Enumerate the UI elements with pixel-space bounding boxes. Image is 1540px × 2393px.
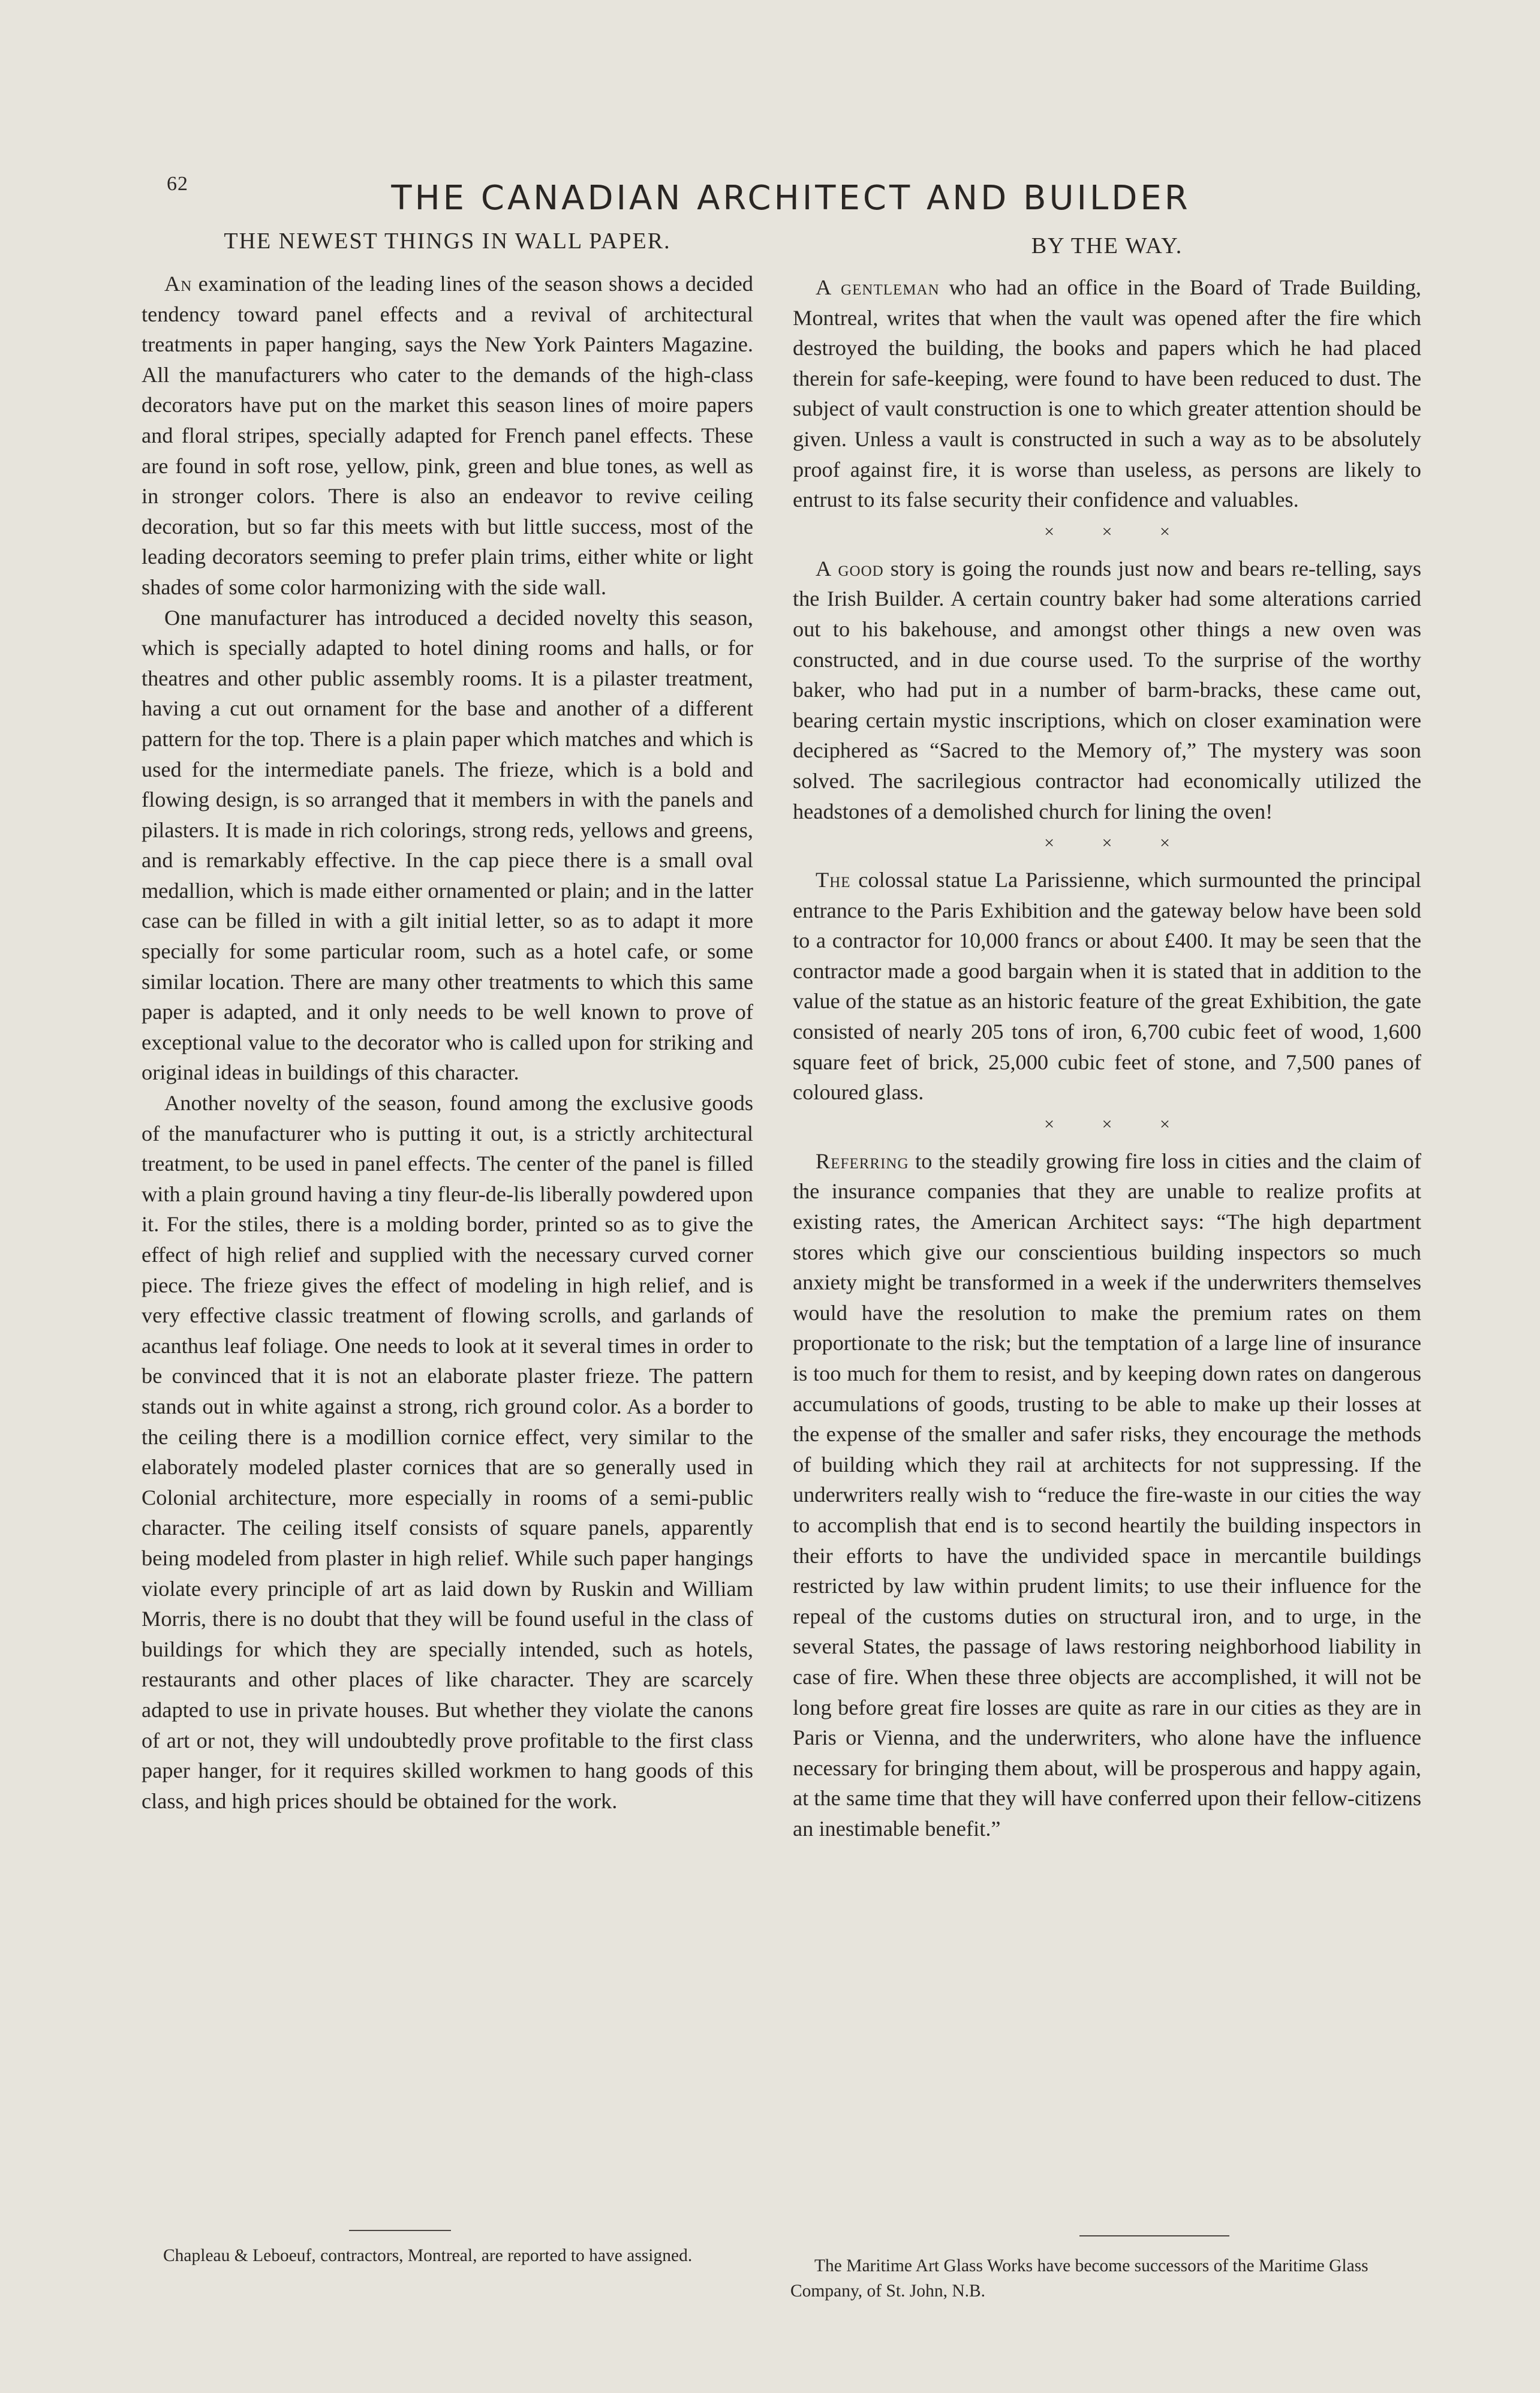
footnote-divider-left (349, 2230, 451, 2231)
footnote-right (790, 2253, 1420, 2304)
paragraph-text: Another novelty of the season, found among the exclusive goods of the manufacturer who is putting it out, is a strictly architectural treatment, to be used in panel effects. The center of the panel is filled with a plain ground having a tiny fleur-de-lis liberally powdered upon it. For the stiles, there is a molding border, printed so as to give the effect of high relief and supplied with the necessary curved corner piece. The frieze gives the effect of modeling in high relief, and is very effective classic treatment of flowing scrolls, and garlands of acanthus leaf foliage. One needs to look at it several times in order to be convinced that it is not an elaborate plaster frieze. The pattern stands out in white against a strong, rich ground color. As a border to the ceiling there is a modillion cornice effect, very similar to the elaborately modeled plaster cornices that are so generally used in Colonial architecture, more especially in rooms of a semi-public character. The ceiling itself consists of square panels, apparently being modeled from plaster in high relief. While such paper hangings violate every principle of art as laid down by Ruskin and William Morris, there is no doubt that they will be found useful in the class of buildings for which they are specially intended, such as hotels, restaurants and other places of like character. They are scarcely adapted to use in private houses. But whether they violate the canons of art or not, they will undoubtedly prove profitable to the first class paper hanger, for it requires skilled workmen to hang goods of this class, and high prices should be obtained for the work. (142, 1091, 753, 1813)
section-separator: × × × (1044, 1114, 1192, 1134)
paragraph-text: examination of the leading lines of the season shows a decided tendency toward panel effects and a revival of architectural treatments in paper hanging, says the New York Painters Magazine. All the manufacturers who cater to the demands of the high-class decorators have put on the market this season lines of moire papers and floral stripes, specially adapted for French panel effects. These are found in soft rose, yellow, pink, green and blue tones, as well as in stronger colors. There is also an endeavor to revive ceiling decoration, but so far this meets with but little success, most of the leading decorators seeming to prefer plain trims, either white or light shades of some color harmonizing with the side wall. (142, 272, 753, 599)
section-separator: × × × (1044, 833, 1192, 853)
footnote-divider-right (1079, 2235, 1229, 2236)
article-paragraph (142, 603, 753, 1089)
article-headline-wall-paper: THE NEWEST THINGS IN WALL PAPER. (224, 229, 671, 254)
paragraph-lead: A good (816, 556, 884, 581)
footnote-left (139, 2243, 763, 2268)
section-separator: × × × (1044, 521, 1192, 542)
publication-title: THE CANADIAN ARCHITECT AND BUILDER (391, 179, 1191, 218)
news-item (793, 865, 1421, 1108)
footnote-text: The Maritime Art Glass Works have become successors of the Maritime Glass Company, of St. John, N.B. (790, 2256, 1368, 2301)
paragraph-lead: The (816, 868, 851, 892)
left-column (142, 227, 753, 1816)
news-item (793, 554, 1421, 826)
article-paragraph (142, 1088, 753, 1816)
paragraph-lead: Referring (816, 1149, 909, 1173)
paragraph-text: story is going the rounds just now and bears re-telling, says the Irish Builder. A certain country baker had some alterations carried out to his bakehouse, and amongst other things a new oven was constructed, and in due course used. To the surprise of the worthy baker, who had put in a number of barm-bracks, these came out, bearing certain mystic inscriptions, which on closer examination were deciphered as “Sacred to the Memory of,” The mystery was soon solved. The sacrilegious contractor had economically utilized the headstones of a demolished church for lining the oven! (793, 556, 1421, 823)
news-item (793, 272, 1421, 515)
article-paragraph (142, 269, 753, 603)
footnote-text: Chapleau & Leboeuf, contractors, Montreal, are reported to have assigned. (163, 2246, 693, 2265)
news-item (793, 1146, 1421, 1844)
page-number: 62 (167, 173, 188, 195)
paragraph-text: to the steadily growing fire loss in cities and the claim of the insurance companies that they are unable to realize profits at existing rates, the American Architect says: “The high department stores which give our conscientious building inspectors so much anxiety might be transformed in a week if the underwriters themselves would have the resolution to make the premium rates on them proportionate to the risk; but the temptation of a large line of insurance is too much for them to resist, and by keeping down rates on dangerous accumulations of goods, trusting to be able to make up their losses at the expense of the smaller and safer risks, they encourage the methods of building which they rail at architects for not suppressing. If the underwriters really wish to “reduce the fire-waste in our cities the way to accomplish that end is to second heartily the building inspectors in their efforts to have the undivided space in mercantile buildings restricted by law within prudent limits; to use their influence for the repeal of the customs duties on structural iron, and to urge, in the several States, the passage of laws restoring neighborhood liability in case of fire. When these three objects are accomplished, it will not be long before great fire losses are quite as rare in our cities as they are in Paris or Vienna, and the underwriters, who alone have the influence necessary for bringing them about, will be prosperous and happy again, at the same time that they will have conferred upon their fellow-citizens an inestimable benefit.” (793, 1149, 1421, 1841)
paragraph-text: One manufacturer has introduced a decided novelty this season, which is specially adapted to hotel dining rooms and halls, or for theatres and other public assembly rooms. It is a pilaster treatment, having a cut out ornament for the base and another of a different pattern for the top. There is a plain paper which matches and which is used for the intermediate panels. The frieze, which is a bold and flowing design, is so arranged that it members in with the panels and pilasters. It is made in rich colorings, strong reds, yellows and greens, and is remarkably effective. In the cap piece there is a small oval medallion, which is made either ornamented or plain; and in the latter case can be filled in with a gilt initial letter, so as to adapt it more specially for some particular room, such as a hotel cafe, or some similar location. There are many other treatments to which this same paper is adapted, and it only needs to be well known to prove of exceptional value to the decorator who is called upon for striking and original ideas in buildings of this character. (142, 605, 753, 1085)
paragraph-lead: An (164, 272, 192, 296)
article-headline-by-the-way: BY THE WAY. (1031, 233, 1183, 258)
paragraph-lead: A gentleman (816, 275, 940, 299)
paragraph-text: colossal statue La Parissienne, which surmounted the principal entrance to the Paris Exhibition and the gateway below have been sold to a contractor for 10,000 francs or about £400. It may be seen that the contractor made a good bargain when it is stated that in addition to the value of the statue as an historic feature of the great Exhibition, the gate consisted of nearly 205 tons of iron, 6,700 cubic feet of wood, 1,600 square feet of brick, 25,000 cubic feet of stone, and 7,500 panes of coloured glass. (793, 868, 1421, 1105)
paragraph-text: who had an office in the Board of Trade Building, Montreal, writes that when the vault was opened after the fire which destroyed the building, the books and papers which he had placed therein for safe-keeping, were found to have been reduced to dust. The subject of vault construction is one to which greater attention should be given. Unless a vault is constructed in such a way as to be absolutely proof against fire, it is worse than useless, as persons are likely to entrust to its false security their confidence and valuables. (793, 275, 1421, 512)
right-column (793, 227, 1421, 1844)
